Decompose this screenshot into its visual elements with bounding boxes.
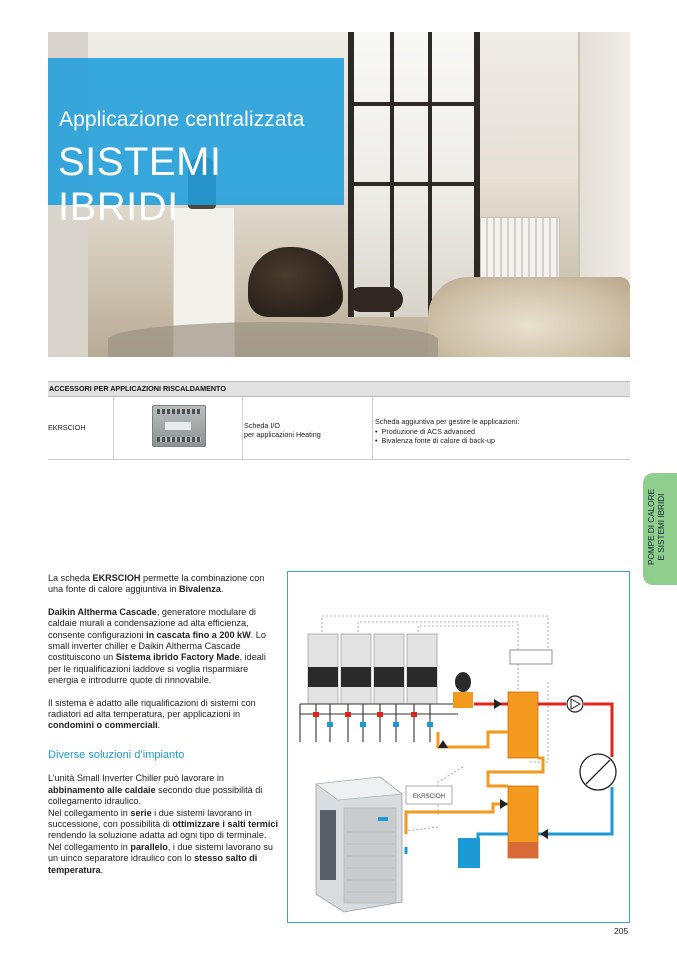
valve xyxy=(427,722,433,727)
control-line xyxy=(418,626,513,632)
page-number: 205 xyxy=(614,926,629,936)
chiller-front-panel xyxy=(344,808,396,903)
hero-window-bar xyxy=(428,32,432,317)
accessory-details-list xyxy=(375,427,633,446)
table-row xyxy=(48,397,630,460)
accessory-image-cell xyxy=(113,397,243,459)
paragraph: Nel collegamento in parallelo, i due sistemi lavorano su un uinco separatore idraulico con lo stesso salto di temperatura. xyxy=(48,841,273,875)
control-line xyxy=(398,827,438,862)
hero-rug xyxy=(108,322,438,357)
chiller-logo xyxy=(378,817,388,821)
valve xyxy=(327,722,333,727)
hero-lounge-chair xyxy=(248,247,343,317)
boiler-front xyxy=(308,667,338,687)
section-side-tab[interactable] xyxy=(643,473,677,585)
valve xyxy=(411,712,417,717)
accessory-code: EKRSCIOH xyxy=(48,423,86,432)
hero-ottoman xyxy=(348,287,403,312)
hydraulic-separator-top xyxy=(508,692,538,758)
list-item: • Bivalenza fonte di calore di back-up xyxy=(375,436,633,446)
accessories-header: ACCESSORI PER APPLICAZIONI RISCALDAMENTO xyxy=(48,381,630,397)
io-board-pins xyxy=(157,409,201,414)
cold-pipe xyxy=(538,787,612,834)
valve xyxy=(377,712,383,717)
warm-pipe xyxy=(406,804,508,834)
buffer-tank xyxy=(458,838,480,868)
paragraph: Daikin Altherma Cascade, generatore modulare di caldaie murali a condensazione ad alta efficienza, consente configurazioni in cascata fino a 200 kW. Lo small inverter chiller e Daikin Altherma Cascade costituiscono un Sistema ibrido Factory Made, ideali per le riqualificazioni laddove si voglia risparmiare energia e introdurre quote di rinnovabile. xyxy=(48,606,266,686)
hero-title-panel xyxy=(48,58,344,229)
accessory-details xyxy=(372,397,633,459)
hero-title: SISTEMI IBRIDI xyxy=(58,140,222,229)
paragraph: Nel collegamento in serie i due sistemi lavorano in successione, con possibilità di ottimizzare i salti termici rendendo la soluzione adatta ad ogni tipo di terminale. xyxy=(48,807,278,841)
io-board-pins xyxy=(157,437,201,442)
expansion-vessel xyxy=(455,672,471,692)
io-board-image xyxy=(152,405,206,447)
boiler-cascade xyxy=(308,634,437,704)
io-board-label xyxy=(165,422,191,430)
manifold-pipe xyxy=(316,704,430,742)
hero-window-bar xyxy=(390,32,394,317)
hero-window xyxy=(348,32,480,317)
hero-photo xyxy=(48,32,630,357)
accessory-details-intro: Scheda aggiuntiva per gestire le applicazioni: xyxy=(375,417,520,426)
list-item: • Produzione di ACS advanced xyxy=(375,427,633,437)
controller-box xyxy=(510,650,552,664)
pump-group xyxy=(453,692,473,708)
accessories-table xyxy=(48,381,630,460)
warm-pipe xyxy=(438,732,508,747)
small-inverter-chiller xyxy=(316,777,402,912)
valve xyxy=(345,712,351,717)
section-heading: Diverse soluzioni d’impianto xyxy=(48,748,185,761)
hero-window-hbar xyxy=(354,102,474,106)
side-tab-line: E SISTEMI IBRIDI xyxy=(657,493,666,561)
hero-sofa xyxy=(428,277,630,357)
diagram-svg xyxy=(288,572,631,924)
hero-radiator xyxy=(480,217,560,284)
accessory-description-line: per applicazioni Heating xyxy=(244,430,321,439)
body-text xyxy=(48,573,280,887)
chiller-fan-grille xyxy=(320,810,336,880)
accessory-description-line: Scheda I/O xyxy=(244,421,280,430)
boiler-manifold xyxy=(300,704,458,742)
valve xyxy=(393,722,399,727)
paragraph: Il sistema è adatto alle riqualificazioni di sistemi con radiatori ad alta temperatura, per applicazioni in condomini o commerciali. xyxy=(48,697,256,731)
boiler-front xyxy=(407,667,437,687)
side-tab-line: POMPE DI CALORE xyxy=(647,489,656,565)
section-side-tab-label xyxy=(647,475,667,579)
paragraph: La scheda EKRSCIOH permette la combinazione con una fonte di calore aggiuntiva in Bivalenza. xyxy=(48,573,265,595)
hero-window-hbar xyxy=(354,182,474,186)
flow-arrow xyxy=(500,799,508,809)
paragraph: L’unità Small Inverter Chiller può lavorare in abbinamento alle caldaie secondo due possibilità di collegamento idraulico. xyxy=(48,773,263,807)
ekrscioh-box-label: EKRSCIOH xyxy=(412,793,446,800)
flow-arrow xyxy=(494,699,502,709)
boiler-front xyxy=(374,667,404,687)
flow-arrow xyxy=(540,829,548,839)
separator-base xyxy=(508,842,538,858)
cold-pipe xyxy=(478,834,508,840)
valve xyxy=(313,712,319,717)
accessory-description xyxy=(244,397,372,459)
hero-subtitle: Applicazione centralizzata xyxy=(59,108,305,131)
valve xyxy=(360,722,366,727)
boiler-front xyxy=(341,667,371,687)
hybrid-system-diagram xyxy=(287,571,630,923)
